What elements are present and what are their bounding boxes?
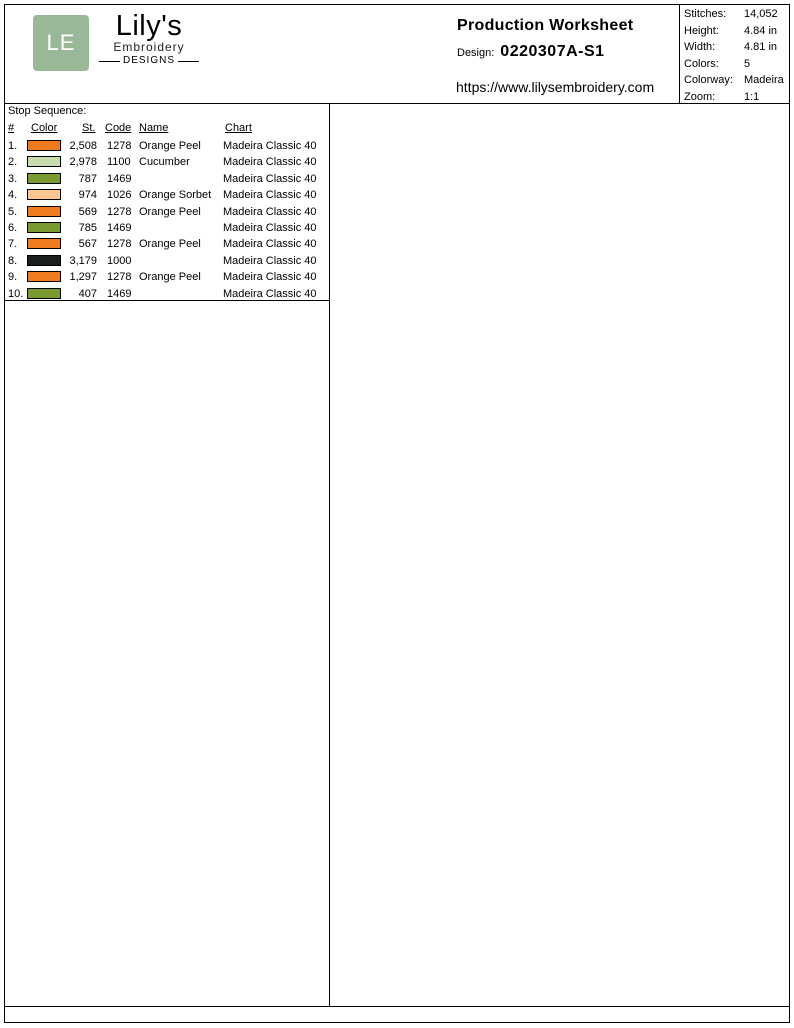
tagline-rule-left xyxy=(99,61,120,62)
table-row xyxy=(5,139,329,155)
thread-name: Orange Peel xyxy=(139,205,201,218)
tagline-rule-right xyxy=(178,61,199,62)
thread-name: Orange Peel xyxy=(139,238,201,251)
thread-chart: Madeira Classic 40 xyxy=(223,222,317,234)
row-number: 10. xyxy=(8,287,24,300)
design-label: Design: xyxy=(457,47,495,59)
stop-sequence-title: Stop Sequence: xyxy=(8,105,87,117)
thread-code: 1100 xyxy=(107,156,131,169)
logo-text: LE xyxy=(46,30,76,55)
stat-stitches xyxy=(684,6,789,23)
color-swatch xyxy=(27,288,61,299)
stat-label: Stitches: xyxy=(684,8,727,20)
page-title: Production Worksheet xyxy=(457,17,634,34)
stitch-count: 1,297 xyxy=(69,271,97,284)
stitch-count: 974 xyxy=(78,189,97,202)
stat-colors xyxy=(684,56,789,73)
thread-code: 1026 xyxy=(107,189,132,202)
column-header-stitches: St. xyxy=(82,122,96,134)
thread-code: 1278 xyxy=(107,271,132,284)
table-row xyxy=(5,270,329,286)
table-row xyxy=(5,155,329,171)
design-stats xyxy=(679,5,789,103)
thread-code: 1469 xyxy=(107,287,132,300)
stat-value: 14,052 xyxy=(744,8,778,20)
brand-tagline-text: DESIGNS xyxy=(122,55,175,66)
thread-chart: Madeira Classic 40 xyxy=(223,140,317,152)
stat-zoom xyxy=(684,89,789,106)
thread-name: Orange Peel xyxy=(139,271,201,284)
table-row xyxy=(5,221,329,237)
stitch-count: 567 xyxy=(78,238,97,251)
row-number: 2. xyxy=(8,156,18,169)
footer-divider xyxy=(5,1006,789,1007)
color-swatch xyxy=(27,140,61,151)
thread-code: 1278 xyxy=(107,205,132,218)
thread-name: Cucumber xyxy=(139,156,190,169)
thread-chart: Madeira Classic 40 xyxy=(223,205,317,218)
stat-label: Zoom: xyxy=(684,90,716,103)
table-row xyxy=(5,237,329,253)
worksheet-frame xyxy=(4,4,790,1023)
thread-code: 1278 xyxy=(107,140,132,152)
table-row xyxy=(5,188,329,204)
stat-value: 5 xyxy=(744,57,751,70)
row-number: 3. xyxy=(8,172,18,185)
stitch-count: 785 xyxy=(78,222,97,234)
stat-colorway xyxy=(684,72,789,89)
row-number: 4. xyxy=(8,189,18,202)
color-swatch xyxy=(27,271,61,282)
thread-code: 1278 xyxy=(107,238,132,251)
website-url: https://www.lilysembroidery.com xyxy=(456,79,655,95)
thread-chart: Madeira Classic 40 xyxy=(223,238,317,251)
stitch-count: 569 xyxy=(78,205,97,218)
table-row xyxy=(5,254,329,270)
stat-label: Height: xyxy=(684,24,719,37)
color-swatch xyxy=(27,189,61,200)
column-header-code: Code xyxy=(105,122,132,134)
thread-name: Orange Peel xyxy=(139,140,201,152)
table-row xyxy=(5,205,329,221)
stitch-count: 2,508 xyxy=(69,140,97,152)
color-swatch xyxy=(27,156,61,167)
thread-code: 1469 xyxy=(107,172,132,185)
thread-chart: Madeira Classic 40 xyxy=(223,189,317,202)
row-number: 6. xyxy=(8,222,18,234)
column-header-color: Color xyxy=(31,122,58,134)
thread-name: Orange Sorbet xyxy=(139,189,212,202)
thread-code: 1000 xyxy=(107,254,132,267)
row-number: 1. xyxy=(8,140,18,152)
thread-chart: Madeira Classic 40 xyxy=(223,172,317,185)
stitch-count: 787 xyxy=(78,172,97,185)
logo-badge xyxy=(33,15,89,71)
worksheet-header xyxy=(5,5,789,104)
brand-tagline xyxy=(99,55,199,67)
thread-chart: Madeira Classic 40 xyxy=(223,156,317,169)
stitch-count: 407 xyxy=(78,287,97,300)
table-row xyxy=(5,172,329,188)
stat-height xyxy=(684,23,789,40)
column-header-name: Name xyxy=(139,122,169,134)
color-swatch xyxy=(27,206,61,217)
color-swatch xyxy=(27,238,61,249)
row-number: 8. xyxy=(8,254,18,267)
design-id xyxy=(457,43,605,61)
color-swatch xyxy=(27,222,61,233)
thread-code: 1469 xyxy=(107,222,132,234)
stitch-count: 3,179 xyxy=(69,254,97,267)
table-row xyxy=(5,287,329,303)
stat-label: Colors: xyxy=(684,57,719,70)
stat-width xyxy=(684,39,789,56)
thread-chart: Madeira Classic 40 xyxy=(223,254,317,267)
stat-value: Madeira xyxy=(744,74,784,87)
stat-label: Width: xyxy=(684,41,716,54)
row-number: 5. xyxy=(8,205,18,218)
panel-divider-vertical xyxy=(329,103,330,1006)
color-swatch xyxy=(27,173,61,184)
color-swatch xyxy=(27,255,61,266)
stat-value: 4.81 in xyxy=(744,41,778,54)
stitch-count: 2,978 xyxy=(69,156,97,169)
stat-label: Colorway: xyxy=(684,74,733,87)
stop-sequence-panel xyxy=(5,103,329,301)
row-number: 7. xyxy=(8,238,18,251)
stat-value: 1:1 xyxy=(744,90,760,103)
design-value: 0220307A-S1 xyxy=(500,43,605,60)
row-number: 9. xyxy=(8,271,18,284)
column-header-chart: Chart xyxy=(225,122,252,134)
brand-wordmark xyxy=(99,11,199,67)
thread-chart: Madeira Classic 40 xyxy=(223,287,317,300)
stat-value: 4.84 in xyxy=(744,24,778,37)
column-header-number: # xyxy=(8,122,15,134)
brand-subtitle: Embroidery xyxy=(113,40,185,54)
thread-chart: Madeira Classic 40 xyxy=(223,271,317,284)
brand-name: Lily's xyxy=(115,10,183,42)
